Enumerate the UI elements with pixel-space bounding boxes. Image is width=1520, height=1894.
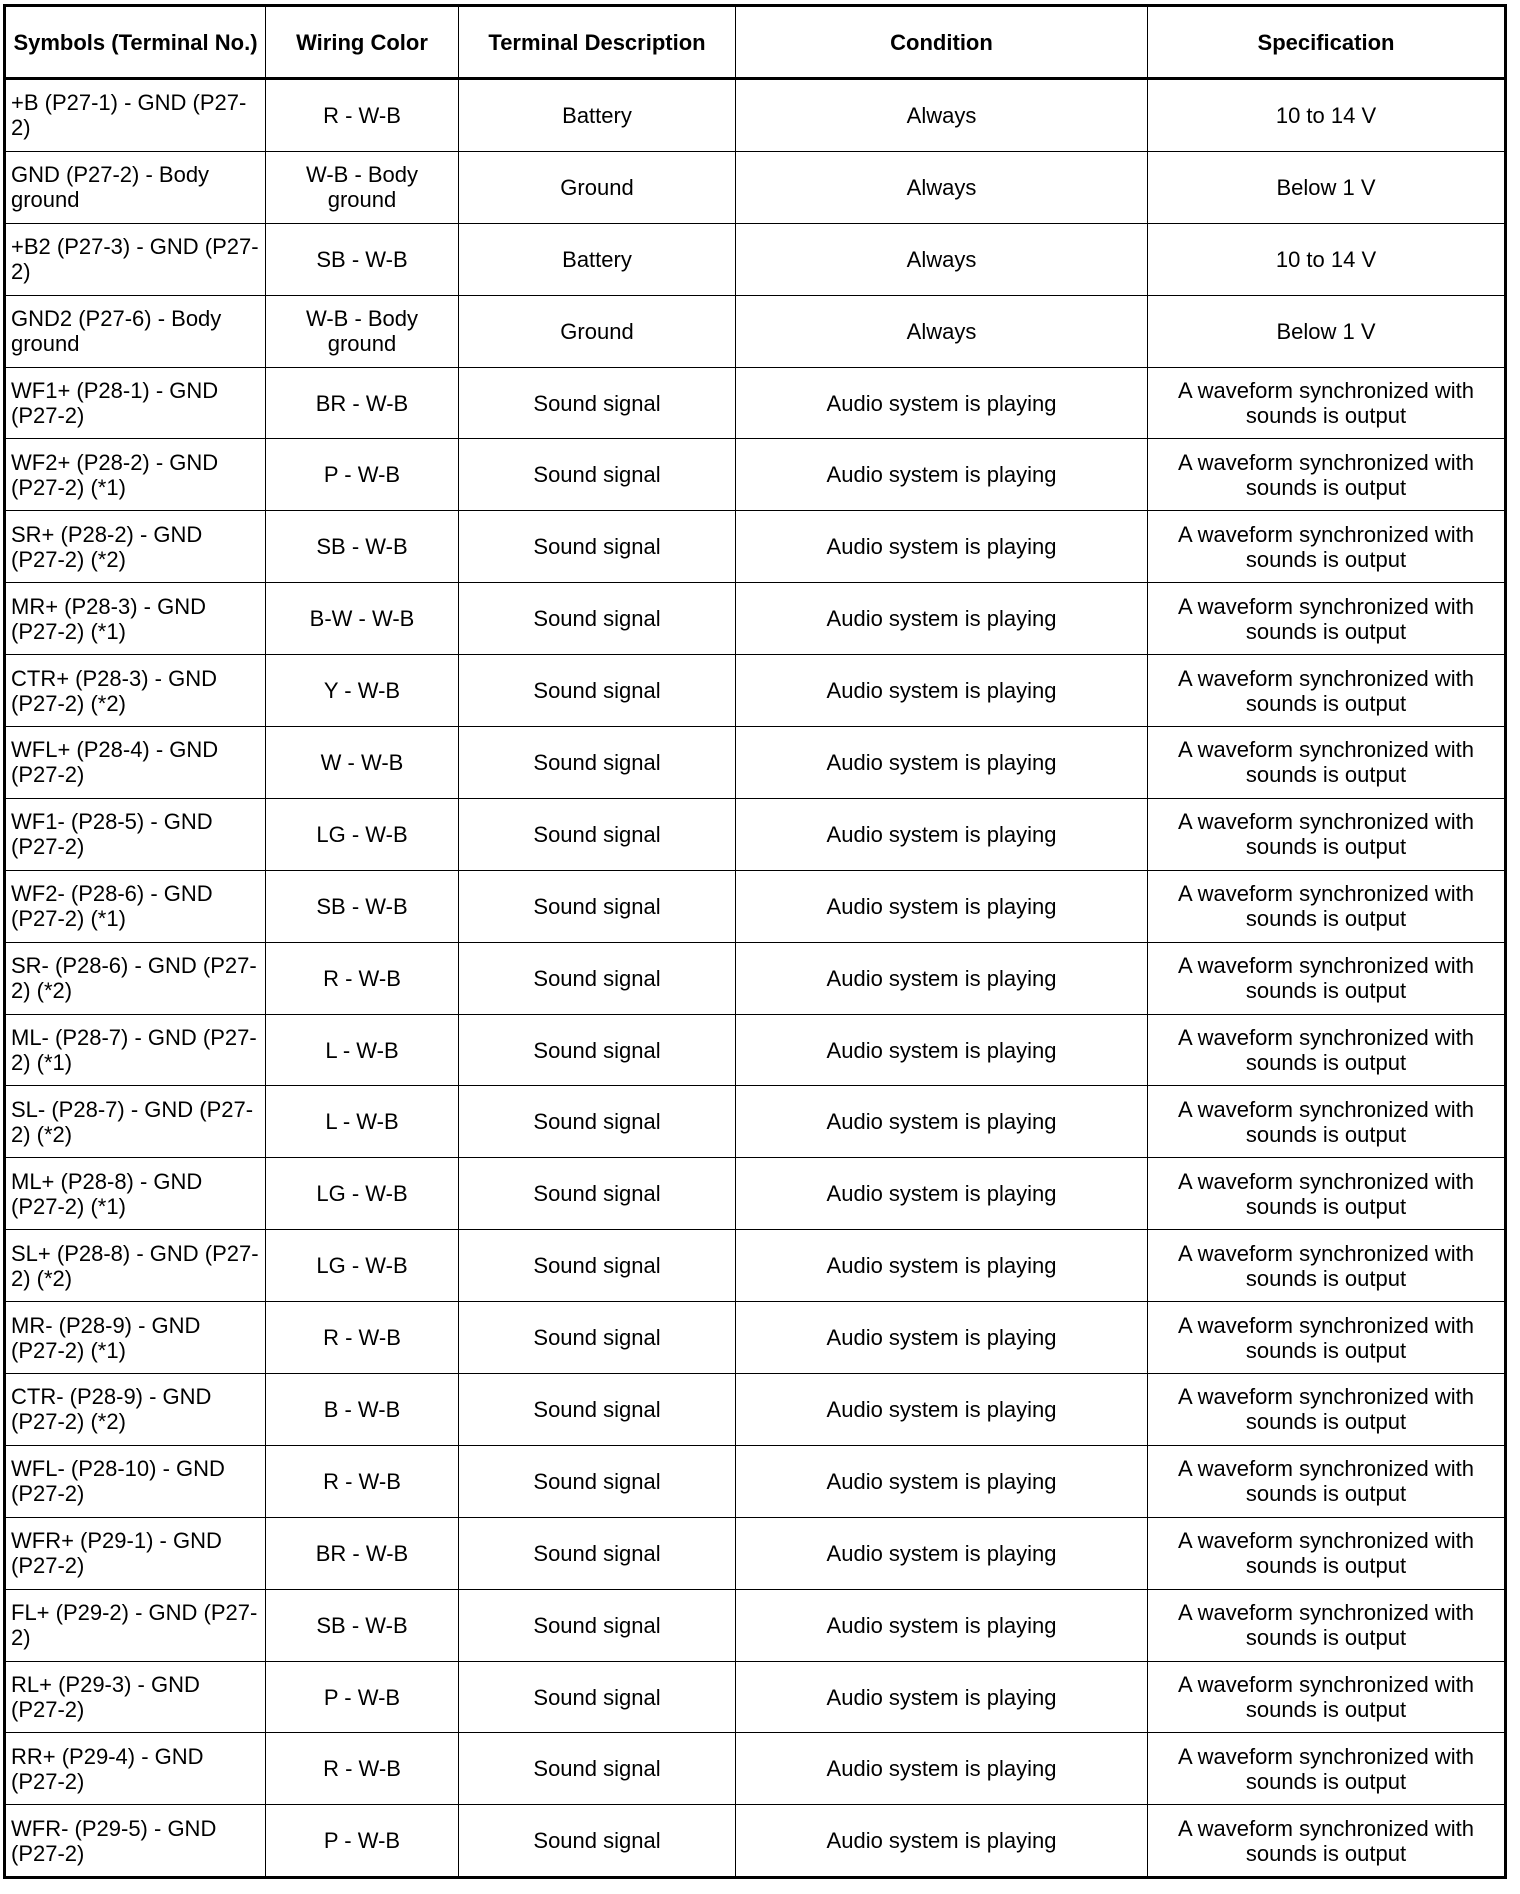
table-row: [5, 1661, 1506, 1733]
cell-wiring-color: Y - W-B: [266, 655, 459, 727]
cell-terminal-description: Battery: [459, 223, 736, 295]
cell-specification: A waveform synchronized with sounds is output: [1148, 1733, 1506, 1805]
cell-symbol: WFL- (P28-10) - GND (P27-2): [5, 1445, 266, 1517]
cell-symbol: WF2+ (P28-2) - GND (P27-2) (*1): [5, 439, 266, 511]
table-row: [5, 583, 1506, 655]
cell-specification: A waveform synchronized with sounds is output: [1148, 727, 1506, 799]
cell-symbol: +B2 (P27-3) - GND (P27-2): [5, 223, 266, 295]
cell-terminal-description: Battery: [459, 79, 736, 152]
cell-symbol: +B (P27-1) - GND (P27-2): [5, 79, 266, 152]
cell-wiring-color: LG - W-B: [266, 1230, 459, 1302]
cell-wiring-color: R - W-B: [266, 79, 459, 152]
cell-terminal-description: Sound signal: [459, 870, 736, 942]
cell-specification: A waveform synchronized with sounds is output: [1148, 1230, 1506, 1302]
cell-symbol: MR+ (P28-3) - GND (P27-2) (*1): [5, 583, 266, 655]
cell-terminal-description: Sound signal: [459, 942, 736, 1014]
cell-wiring-color: LG - W-B: [266, 1158, 459, 1230]
cell-symbol: SL- (P28-7) - GND (P27-2) (*2): [5, 1086, 266, 1158]
table-row: [5, 1589, 1506, 1661]
table-row: [5, 1374, 1506, 1446]
table-row: [5, 439, 1506, 511]
table-row: [5, 1517, 1506, 1589]
cell-wiring-color: SB - W-B: [266, 223, 459, 295]
cell-condition: Always: [736, 79, 1148, 152]
cell-symbol: MR- (P28-9) - GND (P27-2) (*1): [5, 1302, 266, 1374]
table-row: [5, 1086, 1506, 1158]
cell-symbol: GND (P27-2) - Body ground: [5, 151, 266, 223]
cell-condition: Audio system is playing: [736, 727, 1148, 799]
cell-terminal-description: Sound signal: [459, 583, 736, 655]
cell-symbol: SL+ (P28-8) - GND (P27-2) (*2): [5, 1230, 266, 1302]
table-header: [5, 6, 1506, 79]
terminal-spec-table: [3, 4, 1507, 1879]
table-row: [5, 1733, 1506, 1805]
cell-wiring-color: BR - W-B: [266, 1517, 459, 1589]
cell-wiring-color: W - W-B: [266, 727, 459, 799]
table-row: [5, 295, 1506, 367]
cell-wiring-color: P - W-B: [266, 1805, 459, 1878]
cell-wiring-color: W-B - Body ground: [266, 151, 459, 223]
cell-symbol: GND2 (P27-6) - Body ground: [5, 295, 266, 367]
table-row: [5, 79, 1506, 152]
cell-specification: A waveform synchronized with sounds is output: [1148, 1661, 1506, 1733]
cell-wiring-color: LG - W-B: [266, 798, 459, 870]
cell-specification: A waveform synchronized with sounds is output: [1148, 1158, 1506, 1230]
cell-specification: A waveform synchronized with sounds is output: [1148, 798, 1506, 870]
cell-symbol: RL+ (P29-3) - GND (P27-2): [5, 1661, 266, 1733]
cell-symbol: RR+ (P29-4) - GND (P27-2): [5, 1733, 266, 1805]
cell-specification: A waveform synchronized with sounds is output: [1148, 1302, 1506, 1374]
cell-symbol: WFR+ (P29-1) - GND (P27-2): [5, 1517, 266, 1589]
cell-specification: A waveform synchronized with sounds is output: [1148, 870, 1506, 942]
cell-condition: Always: [736, 223, 1148, 295]
header-wiring-color: Wiring Color: [266, 6, 459, 79]
cell-condition: Audio system is playing: [736, 1589, 1148, 1661]
cell-wiring-color: R - W-B: [266, 1733, 459, 1805]
cell-condition: Audio system is playing: [736, 583, 1148, 655]
cell-symbol: SR+ (P28-2) - GND (P27-2) (*2): [5, 511, 266, 583]
cell-wiring-color: W-B - Body ground: [266, 295, 459, 367]
table-row: [5, 223, 1506, 295]
cell-terminal-description: Sound signal: [459, 367, 736, 439]
cell-condition: Audio system is playing: [736, 1014, 1148, 1086]
cell-terminal-description: Sound signal: [459, 1374, 736, 1446]
cell-condition: Audio system is playing: [736, 655, 1148, 727]
table-row: [5, 1158, 1506, 1230]
table-row: [5, 942, 1506, 1014]
cell-symbol: SR- (P28-6) - GND (P27-2) (*2): [5, 942, 266, 1014]
cell-specification: A waveform synchronized with sounds is output: [1148, 1589, 1506, 1661]
cell-terminal-description: Sound signal: [459, 1158, 736, 1230]
cell-specification: A waveform synchronized with sounds is output: [1148, 1517, 1506, 1589]
header-row: [5, 6, 1506, 79]
table-row: [5, 1230, 1506, 1302]
cell-wiring-color: R - W-B: [266, 1302, 459, 1374]
cell-condition: Audio system is playing: [736, 1733, 1148, 1805]
cell-terminal-description: Sound signal: [459, 1230, 736, 1302]
cell-specification: Below 1 V: [1148, 295, 1506, 367]
cell-condition: Always: [736, 295, 1148, 367]
cell-condition: Audio system is playing: [736, 1445, 1148, 1517]
cell-specification: A waveform synchronized with sounds is output: [1148, 1086, 1506, 1158]
cell-condition: Audio system is playing: [736, 1086, 1148, 1158]
table-row: [5, 511, 1506, 583]
cell-wiring-color: SB - W-B: [266, 870, 459, 942]
cell-specification: A waveform synchronized with sounds is output: [1148, 942, 1506, 1014]
cell-condition: Always: [736, 151, 1148, 223]
cell-specification: 10 to 14 V: [1148, 79, 1506, 152]
cell-terminal-description: Sound signal: [459, 1086, 736, 1158]
cell-specification: A waveform synchronized with sounds is output: [1148, 1374, 1506, 1446]
cell-condition: Audio system is playing: [736, 1230, 1148, 1302]
cell-condition: Audio system is playing: [736, 1517, 1148, 1589]
header-terminal-description: Terminal Description: [459, 6, 736, 79]
cell-specification: A waveform synchronized with sounds is output: [1148, 367, 1506, 439]
table-row: [5, 367, 1506, 439]
cell-terminal-description: Sound signal: [459, 439, 736, 511]
cell-wiring-color: L - W-B: [266, 1086, 459, 1158]
cell-symbol: WF1+ (P28-1) - GND (P27-2): [5, 367, 266, 439]
cell-wiring-color: R - W-B: [266, 942, 459, 1014]
cell-specification: A waveform synchronized with sounds is output: [1148, 1805, 1506, 1878]
cell-wiring-color: P - W-B: [266, 439, 459, 511]
cell-symbol: WFR- (P29-5) - GND (P27-2): [5, 1805, 266, 1878]
table-row: [5, 870, 1506, 942]
table-row: [5, 151, 1506, 223]
header-symbol: Symbols (Terminal No.): [5, 6, 266, 79]
table-row: [5, 1445, 1506, 1517]
cell-specification: A waveform synchronized with sounds is output: [1148, 439, 1506, 511]
cell-symbol: WF2- (P28-6) - GND (P27-2) (*1): [5, 870, 266, 942]
table-row: [5, 655, 1506, 727]
cell-terminal-description: Sound signal: [459, 727, 736, 799]
cell-wiring-color: BR - W-B: [266, 367, 459, 439]
cell-condition: Audio system is playing: [736, 1158, 1148, 1230]
cell-terminal-description: Ground: [459, 151, 736, 223]
cell-terminal-description: Sound signal: [459, 511, 736, 583]
cell-terminal-description: Sound signal: [459, 798, 736, 870]
cell-specification: A waveform synchronized with sounds is output: [1148, 655, 1506, 727]
cell-symbol: ML- (P28-7) - GND (P27-2) (*1): [5, 1014, 266, 1086]
cell-terminal-description: Sound signal: [459, 1589, 736, 1661]
cell-terminal-description: Sound signal: [459, 1805, 736, 1878]
cell-specification: 10 to 14 V: [1148, 223, 1506, 295]
cell-symbol: WFL+ (P28-4) - GND (P27-2): [5, 727, 266, 799]
cell-specification: Below 1 V: [1148, 151, 1506, 223]
cell-symbol: WF1- (P28-5) - GND (P27-2): [5, 798, 266, 870]
cell-wiring-color: P - W-B: [266, 1661, 459, 1733]
cell-symbol: CTR- (P28-9) - GND (P27-2) (*2): [5, 1374, 266, 1446]
cell-condition: Audio system is playing: [736, 1374, 1148, 1446]
table-row: [5, 1302, 1506, 1374]
cell-wiring-color: R - W-B: [266, 1445, 459, 1517]
table-row: [5, 1014, 1506, 1086]
cell-specification: A waveform synchronized with sounds is output: [1148, 1445, 1506, 1517]
cell-terminal-description: Sound signal: [459, 1014, 736, 1086]
cell-condition: Audio system is playing: [736, 1302, 1148, 1374]
cell-condition: Audio system is playing: [736, 870, 1148, 942]
table-row: [5, 1805, 1506, 1878]
header-condition: Condition: [736, 6, 1148, 79]
cell-wiring-color: SB - W-B: [266, 511, 459, 583]
cell-wiring-color: L - W-B: [266, 1014, 459, 1086]
cell-specification: A waveform synchronized with sounds is output: [1148, 511, 1506, 583]
table-row: [5, 798, 1506, 870]
cell-terminal-description: Sound signal: [459, 1661, 736, 1733]
cell-symbol: ML+ (P28-8) - GND (P27-2) (*1): [5, 1158, 266, 1230]
cell-condition: Audio system is playing: [736, 1805, 1148, 1878]
table-body: [5, 79, 1506, 1878]
cell-terminal-description: Sound signal: [459, 1517, 736, 1589]
cell-condition: Audio system is playing: [736, 511, 1148, 583]
cell-condition: Audio system is playing: [736, 798, 1148, 870]
cell-terminal-description: Ground: [459, 295, 736, 367]
cell-wiring-color: B-W - W-B: [266, 583, 459, 655]
cell-symbol: FL+ (P29-2) - GND (P27-2): [5, 1589, 266, 1661]
cell-terminal-description: Sound signal: [459, 655, 736, 727]
header-specification: Specification: [1148, 6, 1506, 79]
cell-terminal-description: Sound signal: [459, 1302, 736, 1374]
cell-condition: Audio system is playing: [736, 367, 1148, 439]
cell-symbol: CTR+ (P28-3) - GND (P27-2) (*2): [5, 655, 266, 727]
table-row: [5, 727, 1506, 799]
cell-condition: Audio system is playing: [736, 439, 1148, 511]
cell-specification: A waveform synchronized with sounds is output: [1148, 583, 1506, 655]
cell-wiring-color: SB - W-B: [266, 1589, 459, 1661]
cell-terminal-description: Sound signal: [459, 1445, 736, 1517]
cell-condition: Audio system is playing: [736, 942, 1148, 1014]
cell-wiring-color: B - W-B: [266, 1374, 459, 1446]
cell-terminal-description: Sound signal: [459, 1733, 736, 1805]
cell-specification: A waveform synchronized with sounds is output: [1148, 1014, 1506, 1086]
cell-condition: Audio system is playing: [736, 1661, 1148, 1733]
